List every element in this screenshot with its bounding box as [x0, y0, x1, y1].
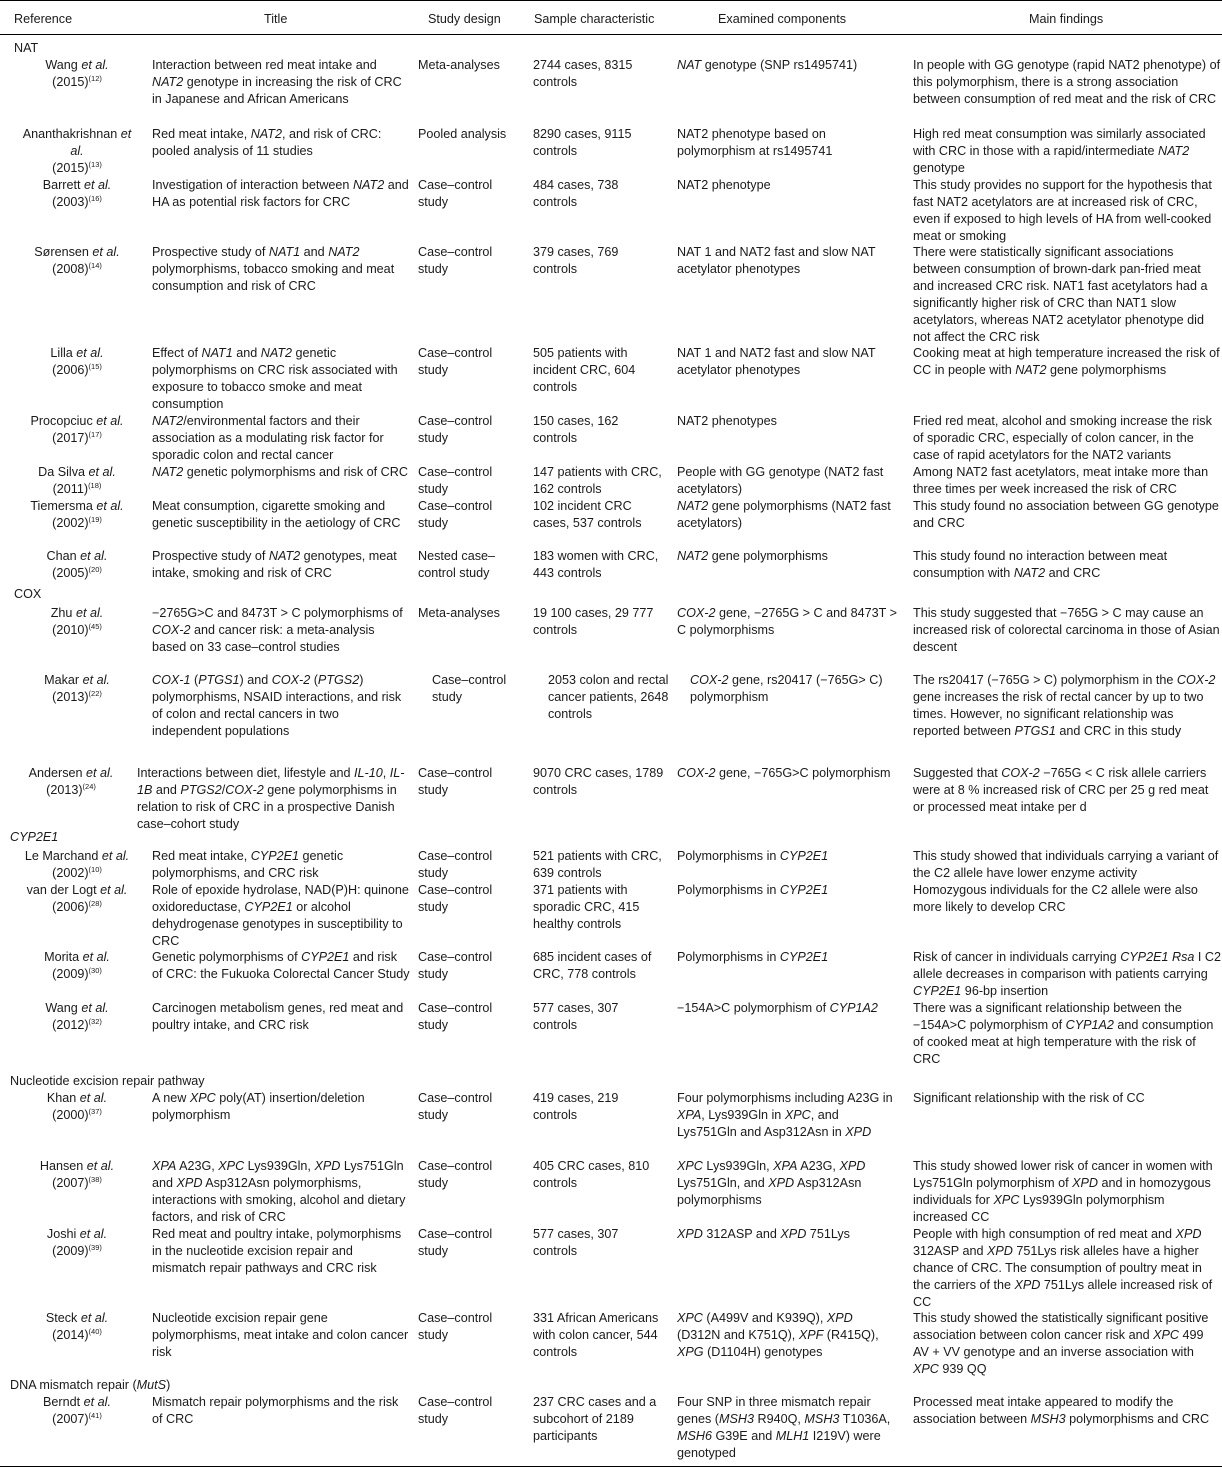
study-design-cell: Case–control study	[418, 1001, 493, 1032]
study-design-cell: Case–control study	[418, 1091, 493, 1122]
title-cell: XPA A23G, XPC Lys939Gln, XPD Lys751Gln and XPD Asp312Asn polymorphisms, interactions with smoking, alcohol and dietary factors, and risk of CRC	[152, 1159, 406, 1224]
findings-cell: Among NAT2 fast acetylators, meat intake more than three times per week increased the risk of CRC	[913, 465, 1209, 496]
findings-cell: There was a significant relationship between the −154A>C polymorphism of CYP1A2 and consumption of cooked meat at high temperature with the risk of CRC	[913, 1001, 1214, 1066]
findings-cell: Suggested that COX-2 −765G < C risk allele carriers were at 8 % increased risk of CRC per 25 g red meat or processed meat intake per d	[913, 766, 1209, 814]
table-bottom-rule	[0, 1466, 1222, 1467]
components-cell: XPC Lys939Gln, XPA A23G, XPD Lys751Gln, and XPD Asp312Asn polymorphisms	[677, 1159, 866, 1207]
reference-cell: Morita et al. $(2009)^{(30)}$	[44, 950, 110, 981]
reference-cell: Sørensen et al. $(2008)^{(14)}$	[34, 245, 120, 276]
title-cell: Investigation of interaction between NAT2 and HA as potential risk factors for CRC	[152, 178, 409, 209]
reference-cell: Zhu et al. $(2010)^{(45)}$	[50, 606, 104, 637]
sample-cell: 183 women with CRC, 443 controls	[533, 549, 659, 580]
components-cell: −154A>C polymorphism of CYP1A2	[677, 1001, 878, 1015]
sample-cell: 419 cases, 219 controls	[533, 1091, 619, 1122]
study-design-cell: Case–control study	[418, 766, 493, 797]
components-cell: NAT2 phenotypes	[677, 414, 777, 428]
title-cell: COX-1 (PTGS1) and COX-2 (PTGS2) polymorphisms, NSAID interactions, and risk of colon and rectal cancers in two independent populations	[152, 673, 402, 738]
reference-cell: Tiemersma et al. $(2002)^{(19)}$	[30, 499, 124, 530]
section-heading-nat: NAT	[14, 41, 39, 55]
header-main-findings: Main findings	[1029, 12, 1104, 26]
study-design-cell: Case–control study	[418, 178, 493, 209]
sample-cell: 331 African Americans with colon cancer, 544 controls	[533, 1311, 659, 1359]
reference-cell: Procopciuc et al. $(2017)^{(17)}$	[30, 414, 124, 445]
header-reference: Reference	[14, 12, 73, 26]
reference-cell: Le Marchand et al. $(2002)^{(10)}$	[24, 849, 130, 880]
components-cell: COX-2 gene, rs20417 (−765G> C) polymorphism	[690, 673, 883, 704]
title-cell: Interactions between diet, lifestyle and IL-10, IL-1B and PTGS2/COX-2 gene polymorphisms in relation to risk of CRC in a prospective Danish case–cohort study	[137, 766, 405, 831]
title-cell: Carcinogen metabolism genes, red meat and poultry intake, and CRC risk	[152, 1001, 404, 1032]
components-cell: XPC (A499V and K939Q), XPD (D312N and K751Q), XPF (R415Q), XPG (D1104H) genotypes	[677, 1311, 879, 1359]
findings-cell: This study found no association between GG genotype and CRC	[913, 499, 1219, 530]
components-cell: NAT 1 and NAT2 fast and slow NAT acetylator phenotypes	[677, 346, 876, 377]
findings-cell: This study showed that individuals carrying a variant of the C2 allele have lower enzyme activity	[913, 849, 1219, 880]
components-cell: Polymorphisms in CYP2E1	[677, 950, 829, 964]
header-title: Title	[264, 12, 288, 26]
components-cell: Polymorphisms in CYP2E1	[677, 883, 829, 897]
title-cell: Mismatch repair polymorphisms and the risk of CRC	[152, 1395, 399, 1426]
sample-cell: 577 cases, 307 controls	[533, 1227, 619, 1258]
study-design-cell: Nested case–control study	[418, 549, 496, 580]
section-heading-dna-mismatch-repair: DNA mismatch repair (MutS)	[10, 1378, 171, 1392]
components-cell: XPD 312ASP and XPD 751Lys	[677, 1227, 850, 1241]
study-design-cell: Case–control study	[418, 1311, 493, 1342]
sample-cell: 484 cases, 738 controls	[533, 178, 619, 209]
section-heading-cyp2e1: CYP2E1	[10, 830, 59, 844]
study-design-cell: Case–control study	[418, 346, 493, 377]
findings-cell: In people with GG genotype (rapid NAT2 phenotype) of this polymorphism, there is a strong association between consumption of red meat and the risk of CRC	[913, 58, 1221, 106]
study-design-cell: Case–control study	[418, 1395, 493, 1426]
sample-cell: 9070 CRC cases, 1789 controls	[533, 766, 664, 797]
reference-cell: Andersen et al. $(2013)^{(24)}$	[28, 766, 114, 797]
reference-cell: Makar et al. $(2013)^{(22)}$	[44, 673, 110, 704]
title-cell: NAT2 genetic polymorphisms and risk of CRC	[152, 465, 408, 479]
findings-cell: There were statistically significant associations between consumption of brown-dark pan-fried meat and increased CRC risk. NAT1 fast acetylators had a significantly higher risk of CRC than NAT1 slow acetylators, whereas NAT2 acetylator phenotype did not affect the CRC risk	[913, 245, 1208, 344]
title-cell: Prospective study of NAT1 and NAT2 polymorphisms, tobacco smoking and meat consumption and risk of CRC	[152, 245, 395, 293]
components-cell: NAT genotype (SNP rs1495741)	[677, 58, 858, 72]
reference-cell: Hansen et al. $(2007)^{(38)}$	[39, 1159, 115, 1190]
components-cell: COX-2 gene, −765G>C polymorphism	[677, 766, 891, 780]
findings-cell: This study showed the statistically significant positive association between colon cancer risk and XPC 499 AV + VV genotype and an inverse association with XPC 939 QQ	[913, 1311, 1209, 1376]
study-design-cell: Case–control study	[418, 849, 493, 880]
findings-cell: High red meat consumption was similarly associated with CRC in those with a rapid/intermediate NAT2 genotype	[913, 127, 1206, 175]
table-header	[0, 0, 1222, 35]
title-cell: −2765G>C and 8473T > C polymorphisms of COX-2 and cancer risk: a meta-analysis based on 33 case–control studies	[152, 606, 403, 654]
header-sample-characteristic: Sample characteristic	[534, 12, 655, 26]
title-cell: Effect of NAT1 and NAT2 genetic polymorphisms on CRC risk associated with exposure to tobacco smoke and meat consumption	[152, 346, 398, 411]
study-design-cell: Meta-analyses	[418, 606, 500, 620]
findings-cell: Cooking meat at high temperature increased the risk of CC in people with NAT2 gene polymorphisms	[913, 346, 1220, 377]
findings-cell: People with high consumption of red meat and XPD 312ASP and XPD 751Lys risk alleles have a higher chance of CRC. The consumption of poultry meat in the carriers of the XPD 751Lys allele increased risk of CC	[913, 1227, 1213, 1309]
study-design-cell: Case–control study	[432, 673, 507, 704]
header-examined-components: Examined components	[718, 12, 847, 26]
title-cell: Genetic polymorphisms of CYP2E1 and risk of CRC: the Fukuoka Colorectal Cancer Study	[152, 950, 410, 981]
reference-cell: Joshi et al. $(2009)^{(39)}$	[46, 1227, 108, 1258]
findings-cell: Processed meat intake appeared to modify the association between MSH3 polymorphisms and CRC	[913, 1395, 1210, 1426]
findings-cell: Significant relationship with the risk of CC	[913, 1091, 1145, 1105]
findings-cell: This study suggested that −765G > C may cause an increased risk of colorectal carcinoma in those of Asian descent	[913, 606, 1220, 654]
components-cell: Polymorphisms in CYP2E1	[677, 849, 829, 863]
sample-cell: 8290 cases, 9115 controls	[533, 127, 632, 158]
sample-cell: 405 CRC cases, 810 controls	[533, 1159, 650, 1190]
title-cell: Nucleotide excision repair gene polymorphisms, meat intake and colon cancer risk	[152, 1311, 409, 1359]
reference-cell: Lilla et al. $(2006)^{(15)}$	[50, 346, 104, 377]
reference-cell: van der Logt et al. $(2006)^{(28)}$	[26, 883, 128, 914]
study-design-cell: Case–control study	[418, 883, 493, 914]
sample-cell: 371 patients with sporadic CRC, 415 healthy controls	[533, 883, 640, 931]
study-design-cell: Case–control study	[418, 245, 493, 276]
study-design-cell: Case–control study	[418, 465, 493, 496]
findings-cell: The rs20417 (−765G > C) polymorphism in the COX-2 gene increases the risk of rectal cancer by up to two times. However, no significant relationship was reported between PTGS1 and CRC in this study	[913, 673, 1216, 738]
reference-cell: Chan et al. $(2005)^{(20)}$	[46, 549, 108, 580]
sample-cell: 577 cases, 307 controls	[533, 1001, 619, 1032]
sample-cell: 379 cases, 769 controls	[533, 245, 619, 276]
reference-cell: Steck et al. $(2014)^{(40)}$	[45, 1311, 109, 1342]
sample-cell: 237 CRC cases and a subcohort of 2189 participants	[533, 1395, 657, 1443]
title-cell: Meat consumption, cigarette smoking and genetic susceptibility in the aetiology of CRC	[152, 499, 401, 530]
components-cell: NAT2 phenotype	[677, 178, 771, 192]
findings-cell: This study showed lower risk of cancer in women with Lys751Gln polymorphism of XPD and in homozygous individuals for XPC Lys939Gln polymorphism increased CC	[913, 1159, 1213, 1224]
components-cell: COX-2 gene, −2765G > C and 8473T > C polymorphisms	[677, 606, 897, 637]
section-heading-cox: COX	[14, 587, 42, 601]
findings-cell: This study provides no support for the hypothesis that fast NAT2 acetylators are at increased risk of CRC, even if exposed to high levels of HA from well-cooked meat or smoking	[913, 178, 1212, 243]
reference-cell: Wang et al. $(2015)^{(12)}$	[45, 58, 109, 89]
components-cell: NAT2 gene polymorphisms (NAT2 fast acetylators)	[677, 499, 891, 530]
sample-cell: 521 patients with CRC, 639 controls	[533, 849, 662, 880]
reference-cell: Berndt et al. $(2007)^{(41)}$	[43, 1395, 111, 1426]
study-design-cell: Case–control study	[418, 950, 493, 981]
findings-cell: This study found no interaction between meat consumption with NAT2 and CRC	[913, 549, 1168, 580]
components-cell: NAT 1 and NAT2 fast and slow NAT acetylator phenotypes	[677, 245, 876, 276]
components-cell: Four SNP in three mismatch repair genes (MSH3 R940Q, MSH3 T1036A, MSH6 G39E and MLH1 I219V) were genotyped	[677, 1395, 891, 1460]
title-cell: Prospective study of NAT2 genotypes, meat intake, smoking and risk of CRC	[152, 549, 397, 580]
components-cell: People with GG genotype (NAT2 fast acetylators)	[677, 465, 884, 496]
study-design-cell: Meta-analyses	[418, 58, 500, 72]
title-cell: NAT2/environmental factors and their association as a modulating risk factor for sporadic colon and rectal cancer	[152, 414, 384, 462]
title-cell: Role of epoxide hydrolase, NAD(P)H: quinone oxidoreductase, CYP2E1 or alcohol dehydrogenase genotypes in susceptibility to CRC	[152, 883, 409, 948]
sample-cell: 147 patients with CRC, 162 controls	[533, 465, 662, 496]
sample-cell: 2053 colon and rectal cancer patients, 2648 controls	[548, 673, 669, 721]
section-heading-nucleotide-excision-repair: Nucleotide excision repair pathway	[10, 1074, 205, 1088]
sample-cell: 2744 cases, 8315 controls	[533, 58, 633, 89]
reference-cell: Khan et al. $(2000)^{(37)}$	[46, 1091, 108, 1122]
findings-cell: Homozygous individuals for the C2 allele were also more likely to develop CRC	[913, 883, 1198, 914]
title-cell: Red meat intake, NAT2, and risk of CRC: pooled analysis of 11 studies	[152, 127, 382, 158]
title-cell: A new XPC poly(AT) insertion/deletion polymorphism	[152, 1091, 365, 1122]
title-cell: Red meat intake, CYP2E1 genetic polymorphisms, and CRC risk	[152, 849, 344, 880]
reference-cell: Wang et al. $(2012)^{(32)}$	[45, 1001, 109, 1032]
sample-cell: 505 patients with incident CRC, 604 controls	[533, 346, 636, 394]
header-study-design: Study design	[428, 12, 501, 26]
title-cell: Interaction between red meat intake and NAT2 genotype in increasing the risk of CRC in Japanese and African Americans	[152, 58, 402, 106]
components-cell: Four polymorphisms including A23G in XPA, Lys939Gln in XPC, and Lys751Gln and Asp312Asn in XPD	[677, 1091, 893, 1139]
components-cell: NAT2 gene polymorphisms	[677, 549, 828, 563]
reference-cell: Barrett et al. $(2003)^{(16)}$	[42, 178, 112, 209]
study-design-cell: Case–control study	[418, 414, 493, 445]
sample-cell: 150 cases, 162 controls	[533, 414, 619, 445]
reference-cell: Ananthakrishnan et al. $(2015)^{(13)}$	[22, 127, 132, 175]
study-design-cell: Case–control study	[418, 1227, 493, 1258]
findings-cell: Fried red meat, alcohol and smoking increase the risk of sporadic CRC, especially of colon cancer, in the case of rapid acetylators for the NAT2 variants	[913, 414, 1212, 462]
study-design-cell: Case–control study	[418, 499, 493, 530]
reference-cell: Da Silva et al. $(2011)^{(18)}$	[38, 465, 116, 496]
title-cell: Red meat and poultry intake, polymorphisms in the nucleotide excision repair and mismatch repair pathways and CRC risk	[152, 1227, 402, 1275]
sample-cell: 102 incident CRC cases, 537 controls	[533, 499, 642, 530]
study-design-cell: Pooled analysis	[418, 127, 507, 141]
sample-cell: 19 100 cases, 29 777 controls	[533, 606, 654, 637]
findings-cell: Risk of cancer in individuals carrying CYP2E1 Rsa I C2 allele decreases in comparison with patients carrying CYP2E1 96-bp insertion	[913, 950, 1221, 998]
components-cell: NAT2 phenotype based on polymorphism at rs1495741	[677, 127, 833, 158]
sample-cell: 685 incident cases of CRC, 778 controls	[533, 950, 652, 981]
study-design-cell: Case–control study	[418, 1159, 493, 1190]
